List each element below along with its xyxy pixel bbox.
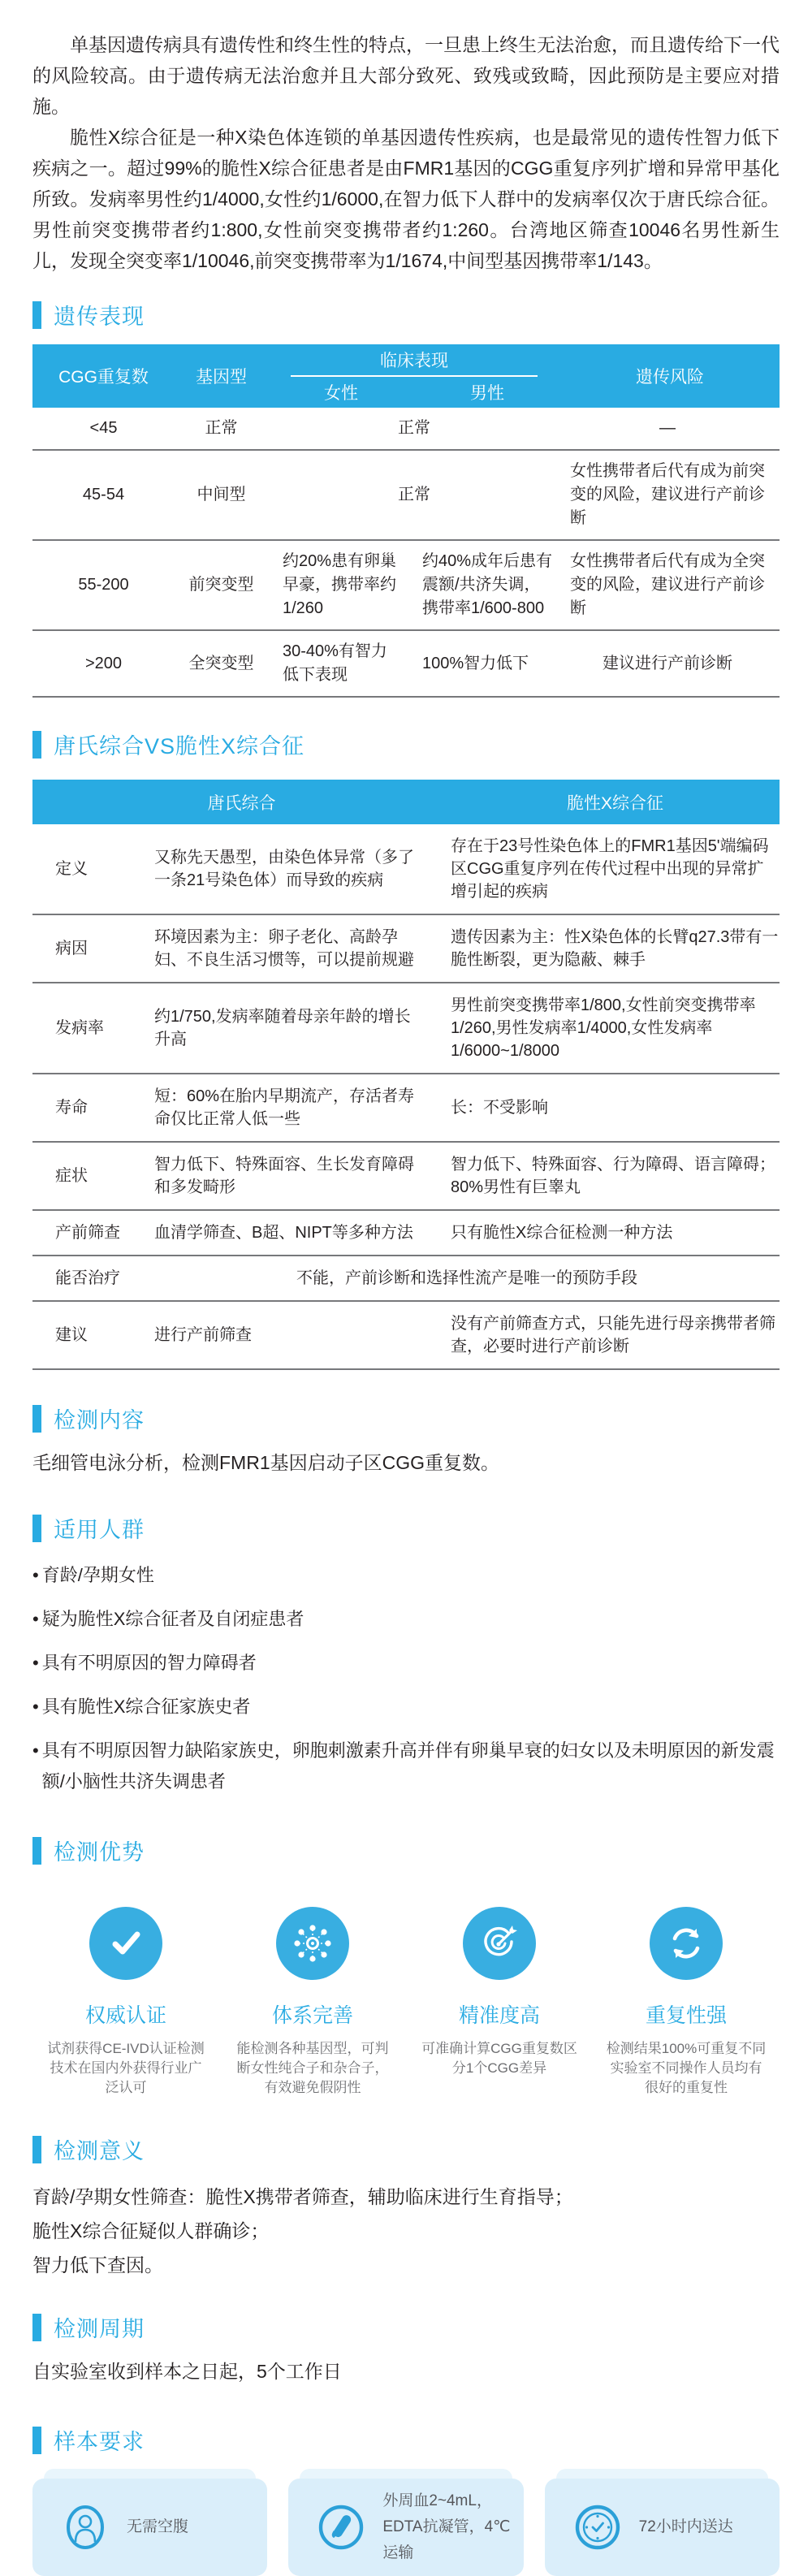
section-title-text: 样本要求: [54, 2430, 145, 2454]
cell-cgg: 45-54: [82, 486, 125, 504]
cell-fragile: 智力低下、特殊面容、行为障碍、语言障碍；80%男性有巨睾丸: [451, 1156, 775, 1196]
cell-fragile: 没有产前筛查方式，只能先进行母亲携带者筛查，必要时进行产前诊断: [451, 1315, 775, 1355]
vs-table-header: [32, 780, 780, 824]
section-title-advantages: [32, 1835, 780, 1866]
cycle-body: 自实验室收到样本之日起，5个工作日: [32, 2361, 342, 2382]
advantage-card: [593, 1907, 780, 2098]
row-label: 产前筛查: [55, 1224, 120, 1242]
row-label: 能否治疗: [55, 1269, 120, 1287]
cell-male: 100%智力低下: [422, 654, 529, 672]
section-bar-icon: [32, 2314, 41, 2341]
brochure-page: [0, 29, 812, 2561]
check-icon: [89, 1907, 162, 1980]
cell-down: 进行产前筛查: [154, 1326, 252, 1344]
table-row: [32, 983, 780, 1074]
section-title-audience: [32, 1512, 780, 1544]
section-title-meaning: [32, 2133, 780, 2165]
content-body: 毛细管电泳分析，检测FMR1基因启动子区CGG重复数。: [32, 1452, 499, 1473]
list-item: [32, 1604, 780, 1635]
section-title-text: 检测内容: [54, 1408, 145, 1433]
table-row: [32, 541, 780, 631]
bullet-icon: •: [32, 1609, 39, 1629]
bullet-text: 育龄/孕期女性: [41, 1565, 154, 1585]
row-label: 病因: [55, 940, 88, 957]
cell-clinical: 正常: [398, 419, 430, 437]
cell-down: 短：60%在胎内早期流产，存活者寿命仅比正常人低一些: [154, 1087, 415, 1128]
cell-genotype: 全突变型: [188, 654, 254, 672]
blood-tube-icon: [317, 2504, 365, 2551]
sample-text-line: 72小时内送达: [638, 2518, 733, 2535]
cell-genotype: 中间型: [197, 486, 246, 504]
cell-female: 30-40%有智力低下表现: [283, 642, 387, 684]
cell-span: 不能，产前诊断和选择性流产是唯一的预防手段: [296, 1269, 637, 1287]
cell-down: 血清学筛查、B超、NIPT等多种方法: [154, 1224, 413, 1242]
cell-risk: 女性携带者后代有成为全突变的风险，建议进行产前诊断: [570, 552, 765, 617]
list-item: [32, 1560, 780, 1591]
section-title-content: [32, 1403, 780, 1434]
advantage-card: [219, 1907, 406, 2098]
bullet-icon: •: [32, 1740, 39, 1761]
section-title-text: 适用人群: [54, 1518, 145, 1542]
audience-bullets: [32, 1560, 780, 1797]
cell-down: 智力低下、特殊面容、生长发育障碍和多发畸形: [154, 1156, 414, 1196]
table-row: [32, 631, 780, 698]
advantage-title: 重复性强: [645, 2004, 727, 2027]
section-bar-icon: [32, 2136, 41, 2163]
cell-female: 约20%患有卵巢早豪，携带率约1/260: [283, 552, 397, 617]
sample-card: [545, 2479, 780, 2576]
header-clinical-group: [268, 344, 560, 408]
section-bar-icon: [32, 1837, 41, 1865]
cell-cgg: <45: [89, 419, 118, 437]
header-risk: 遗传风险: [636, 368, 704, 387]
row-label: 定义: [55, 860, 88, 878]
section-title-text: 检测意义: [54, 2139, 145, 2163]
table-row: [32, 451, 780, 541]
intro-paragraphs: [32, 29, 780, 276]
table-row: [32, 408, 780, 451]
header-down-syndrome: 唐氏综合: [207, 793, 276, 813]
cell-risk: —: [659, 419, 676, 437]
sample-text-line: 外周血2~4mL，: [382, 2492, 492, 2509]
advantage-desc: 试剂获得CE-IVD认证检测技术在国内外获得行业广泛认可: [47, 2041, 205, 2095]
bullet-icon: •: [32, 1696, 39, 1717]
row-label: 建议: [55, 1326, 88, 1344]
bullet-text: 具有不明原因的智力障碍者: [41, 1653, 257, 1673]
cell-down: 环境因素为主：卵子老化、高龄孕妇、不良生活习惯等，可以提前规避: [154, 928, 414, 969]
section-title-vs: [32, 728, 780, 760]
bullet-icon: •: [32, 1565, 39, 1585]
meaning-lines: [32, 2180, 780, 2282]
cell-genotype: 正常: [205, 419, 238, 437]
meaning-line: 脆性X综合征疑似人群确诊；: [32, 2220, 270, 2241]
sample-card-text: [639, 2514, 733, 2540]
table-row: [32, 1143, 780, 1211]
cell-down: 又称先天愚型，由染色体异常（多了一条21号染色体）而导致的疾病: [154, 849, 414, 889]
table-row: [32, 824, 780, 915]
section-title-text: 唐氏综合VS脆性X综合征: [54, 734, 305, 759]
advantage-card: [406, 1907, 593, 2098]
advantage-title: 权威认证: [84, 2004, 166, 2027]
cell-fragile: 男性前突变携带率1/800,女性前突变携带率1/260,男性发病率1/4000,女性发病率1/6000~1/8000: [451, 996, 756, 1060]
header-genotype: 基因型: [196, 368, 247, 387]
bullet-text: 疑为脆性X综合征者及自闭症患者: [41, 1609, 304, 1629]
header-male: 男性: [470, 384, 504, 403]
table-row: [32, 1256, 780, 1302]
header-cgg: CGG重复数: [58, 368, 149, 387]
advantage-title: 精准度高: [458, 2004, 540, 2027]
advantage-desc: 检测结果100%可重复不同实验室不同操作人员均有很好的重复性: [606, 2041, 767, 2095]
cell-cgg: >200: [84, 654, 123, 672]
vs-table: [32, 780, 780, 1370]
section-bar-icon: [32, 301, 41, 329]
refresh-icon: [650, 1907, 723, 1980]
sample-card: [288, 2479, 523, 2576]
row-label: 症状: [55, 1167, 88, 1185]
row-label: 发病率: [55, 1019, 104, 1037]
header-fragile-x: 脆性X综合征: [566, 793, 663, 813]
bullet-text: 具有不明原因智力缺陷家族史，卵胞刺激素升高并伴有卵巢早衰的妇女以及未明原因的新发震额/小脑性共济失调患者: [41, 1740, 775, 1792]
bullet-icon: •: [32, 1653, 39, 1673]
sample-text-line: 无需空腹: [127, 2518, 189, 2535]
list-item: [32, 1692, 780, 1722]
list-item: [32, 1648, 780, 1679]
person-icon: [62, 2504, 109, 2551]
cell-male: 约40%成年后患有震额/共济失调，携带率1/600-800: [422, 552, 553, 617]
cell-fragile: 只有脆性X综合征检测一种方法: [451, 1224, 673, 1242]
sample-card: [32, 2479, 267, 2576]
advantage-title: 体系完善: [271, 2004, 353, 2027]
header-clinical: 临床表现: [380, 352, 448, 370]
cell-fragile: 遗传因素为主：性X染色体的长臂q27.3带有一脆性断裂，更为隐蔽、棘手: [451, 928, 779, 969]
cell-fragile: 存在于23号性染色体上的FMR1基因5'端编码区CGG重复序列在传代过程中出现的异常扩增引起的疾病: [451, 837, 769, 901]
sample-card-text: [382, 2488, 523, 2566]
section-title-cycle: [32, 2311, 780, 2343]
advantage-desc: 能检测各种基因型，可判断女性纯合子和杂合子，有效避免假阴性: [236, 2041, 389, 2095]
cell-clinical: 正常: [398, 486, 430, 504]
section-bar-icon: [32, 731, 41, 759]
bullet-text: 具有脆性X综合征家族史者: [41, 1696, 251, 1717]
section-title-text: 检测优势: [54, 1840, 145, 1865]
target-icon: [463, 1907, 536, 1980]
sample-cards: [32, 2479, 780, 2576]
genetic-table-header: [32, 344, 780, 408]
section-title-text: 检测周期: [54, 2317, 145, 2341]
network-icon: [276, 1907, 349, 1980]
table-row: [32, 1074, 780, 1143]
advantage-card: [32, 1907, 219, 2098]
section-title-sample: [32, 2424, 780, 2456]
advantage-desc: 可准确计算CGG重复数区分1个CGG差异: [421, 2041, 577, 2076]
intro-paragraph-2: 脆性X综合征是一种X染色体连锁的单基因遗传性疾病，也是最常见的遗传性智力低下疾病之一。超过99%的脆性X综合征患者是由FMR1基因的CGG重复序列扩增和异常甲基化所致。发病率男性约1/4000,女性约1/6000,在智力低下人群中的发病率仅次于唐氏综合征。男性前突变携带者约1:800,女性前突变携带者约1:260。台湾地区筛查10046名男性新生儿，发现全突变率1/10046,前突变携带率为1/1674,中间型基因携带率1/143。: [32, 127, 780, 271]
genetic-table: [32, 344, 780, 698]
cell-down: 约1/750,发病率随着母亲年龄的增长升高: [154, 1008, 411, 1048]
list-item: [32, 1735, 780, 1797]
cell-fragile: 长：不受影响: [451, 1099, 548, 1117]
intro-paragraph-1: 单基因遗传病具有遗传性和终生性的特点，一旦患上终生无法治愈，而且遗传给下一代的风险较高。由于遗传病无法治愈并且大部分致死、致残或致畸，因此预防是主要应对措施。: [32, 34, 780, 117]
meaning-line: 育龄/孕期女性筛查：脆性X携带者筛查，辅助临床进行生育指导；: [32, 2186, 573, 2207]
sample-card-text: [127, 2514, 188, 2540]
cell-genotype: 前突变型: [188, 576, 254, 594]
section-bar-icon: [32, 1405, 41, 1433]
header-female: 女性: [324, 384, 358, 403]
sample-text-line: EDTA抗凝管，4℃运输: [382, 2518, 511, 2561]
advantages-row: [32, 1907, 780, 2098]
section-title-text: 遗传表现: [54, 305, 145, 329]
section-bar-icon: [32, 1515, 41, 1542]
clock-icon: [574, 2504, 621, 2551]
row-label: 寿命: [55, 1099, 88, 1117]
meaning-line: 智力低下查因。: [32, 2254, 163, 2276]
cell-risk: 女性携带者后代有成为前突变的风险，建议进行产前诊断: [570, 462, 765, 527]
cell-cgg: 55-200: [78, 576, 129, 594]
table-row: [32, 915, 780, 983]
cell-risk: 建议进行产前诊断: [603, 654, 732, 672]
section-bar-icon: [32, 2427, 41, 2454]
section-title-genetic: [32, 299, 780, 331]
table-row: [32, 1302, 780, 1370]
table-row: [32, 1211, 780, 1256]
